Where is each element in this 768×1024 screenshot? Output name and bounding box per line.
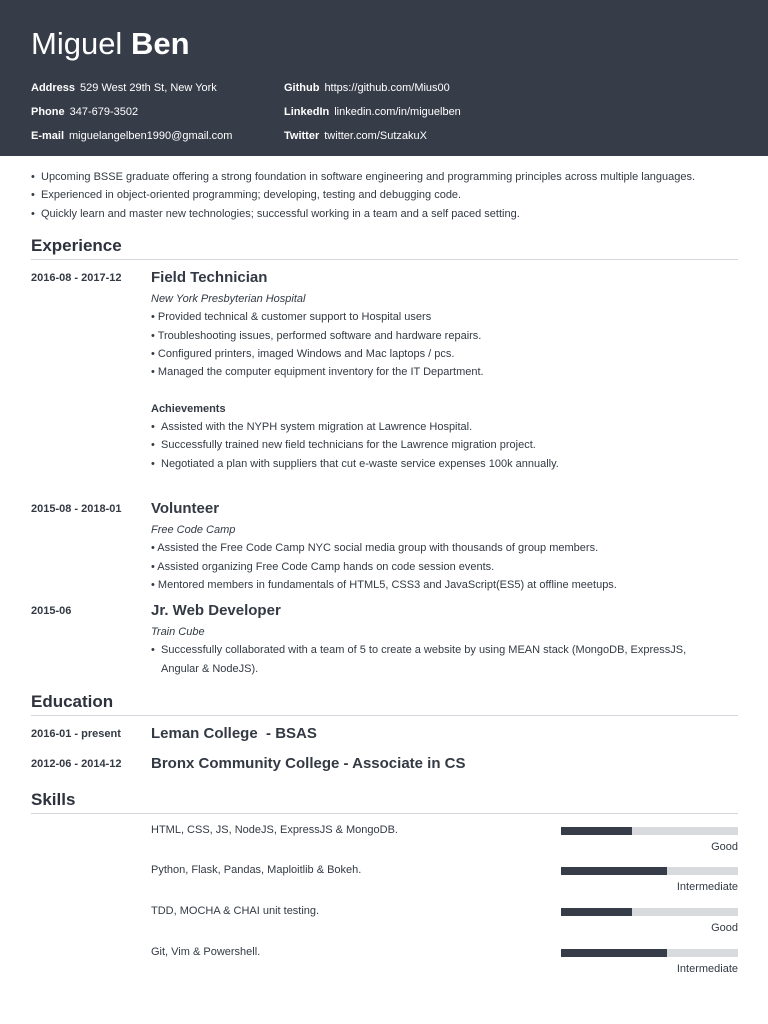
first-name: Miguel <box>31 26 123 61</box>
contact-label: Twitter <box>284 130 320 142</box>
degree-title: Bronx Community College - Associate in CS <box>151 755 466 772</box>
achievement-text: Negotiated a plan with suppliers that cut e-waste service expenses 100k annually. <box>161 457 559 470</box>
contact-column-left <box>31 80 232 152</box>
bullet-icon: • <box>151 421 155 434</box>
entry-date: 2012-06 - 2014-12 <box>31 758 122 770</box>
summary-list <box>31 168 741 223</box>
summary-item <box>31 186 741 204</box>
skill-name: Git, Vim & Powershell. <box>151 946 261 958</box>
contact-link[interactable]: linkedin.com/in/miguelben <box>334 106 461 118</box>
spacer <box>151 381 741 399</box>
entry-date: 2015-06 <box>31 605 72 617</box>
candidate-name <box>31 26 190 62</box>
summary-item <box>31 168 741 186</box>
contact-label: LinkedIn <box>284 106 330 118</box>
contact-github <box>284 80 461 104</box>
bullet-icon: • <box>151 457 155 470</box>
achievement-text: Assisted with the NYPH system migration at Lawrence Hospital. <box>161 421 473 434</box>
entry-date: 2016-01 - present <box>31 728 121 740</box>
skill-level-bar <box>561 867 738 875</box>
experience-heading: Experience <box>31 236 738 260</box>
entry-line: • Assisted the Free Code Camp NYC social media group with thousands of group members. <box>151 542 599 555</box>
skill-level-fill <box>561 908 632 916</box>
contact-email <box>31 128 232 152</box>
summary-text: Experienced in object-oriented programming; developing, testing and debugging code. <box>41 189 462 202</box>
contact-twitter <box>284 128 461 152</box>
skill-name: HTML, CSS, JS, NodeJS, ExpressJS & MongoDB. <box>151 824 398 836</box>
entry-organization: New York Presbyterian Hospital <box>151 293 306 305</box>
contact-value: 529 West 29th St, New York <box>80 82 217 94</box>
contact-value: miguelangelben1990@gmail.com <box>69 130 233 142</box>
contact-label: E-mail <box>31 130 65 142</box>
skill-level-bar <box>561 949 738 957</box>
bullet-icon: • <box>151 644 155 657</box>
entry-organization: Train Cube <box>151 626 205 638</box>
skills-heading: Skills <box>31 790 738 814</box>
education-heading: Education <box>31 692 738 716</box>
skill-level-label: Intermediate <box>676 881 738 893</box>
entry-body <box>151 756 741 773</box>
contact-link[interactable]: twitter.com/SutzakuX <box>324 130 427 142</box>
contact-link[interactable]: https://github.com/Mius00 <box>324 82 450 94</box>
contact-phone <box>31 104 232 128</box>
entry-date: 2016-08 - 2017-12 <box>31 272 122 284</box>
entry-line: • Troubleshooting issues, performed software and hardware repairs. <box>151 329 482 342</box>
achievement-item <box>151 418 741 436</box>
summary-item <box>31 205 741 223</box>
entry-body <box>151 501 741 594</box>
entry-line: • Assisted organizing Free Code Camp hands on code session events. <box>151 560 495 573</box>
contact-value: 347-679-3502 <box>69 106 139 118</box>
skill-row <box>31 822 738 863</box>
skill-name: TDD, MOCHA & CHAI unit testing. <box>151 905 320 917</box>
last-name: Ben <box>130 26 190 61</box>
bullet-icon: • <box>151 439 155 452</box>
skill-level-label: Good <box>711 841 738 853</box>
resume-header <box>0 0 768 156</box>
entry-line: • Managed the computer equipment inventory for the IT Department. <box>151 366 484 379</box>
entry-line: • Provided technical & customer support to Hospital users <box>151 311 432 324</box>
bullet-icon: • <box>31 171 35 183</box>
entry-role: Volunteer <box>151 500 220 517</box>
entry-role: Field Technician <box>151 269 268 286</box>
contact-address <box>31 80 232 104</box>
entry-bullet <box>151 641 726 678</box>
skill-level-fill <box>561 867 667 875</box>
skill-row <box>31 903 738 944</box>
contact-column-right <box>284 80 461 152</box>
entry-line: • Mentored members in fundamentals of HTML5, CSS3 and JavaScript(ES5) at offline meetups. <box>151 578 617 591</box>
entry-body <box>151 726 741 743</box>
skill-level-fill <box>561 949 667 957</box>
contact-label: Address <box>31 82 76 94</box>
summary-text: Quickly learn and master new technologies; successful working in a team and a self paced setting. <box>41 207 520 220</box>
entry-body <box>151 270 741 473</box>
entry-role: Jr. Web Developer <box>151 602 281 619</box>
achievement-text: Successfully trained new field technicians for the Lawrence migration project. <box>161 439 536 452</box>
achievement-item <box>151 455 741 473</box>
contact-linkedin <box>284 104 461 128</box>
entry-date: 2015-08 - 2018-01 <box>31 503 122 515</box>
skill-level-fill <box>561 827 632 835</box>
skill-level-label: Good <box>711 922 738 934</box>
contact-label: Github <box>284 82 320 94</box>
skill-level-bar <box>561 908 738 916</box>
bullet-icon: • <box>31 189 35 202</box>
achievement-item <box>151 436 741 454</box>
entry-body <box>151 603 741 678</box>
contact-label: Phone <box>31 106 65 118</box>
bullet-icon: • <box>31 207 35 220</box>
summary-text: Upcoming BSSE graduate offering a strong foundation in software engineering and programming principles across multiple languages. <box>41 171 696 183</box>
skill-row <box>31 862 738 903</box>
degree-title: Leman College - BSAS <box>151 725 317 742</box>
entry-line: • Configured printers, imaged Windows and Mac laptops / pcs. <box>151 347 455 360</box>
skill-name: Python, Flask, Pandas, Maploitlib & Bokeh. <box>151 864 362 876</box>
skill-level-label: Intermediate <box>676 963 738 975</box>
skill-level-bar <box>561 827 738 835</box>
skill-row <box>31 944 738 985</box>
entry-bullet-text: Successfully collaborated with a team of 5 to create a website by using MEAN stack (MongoDB, ExpressJS, Angular & NodeJS). <box>161 644 687 675</box>
achievements-heading: Achievements <box>151 402 226 415</box>
entry-organization: Free Code Camp <box>151 524 236 536</box>
